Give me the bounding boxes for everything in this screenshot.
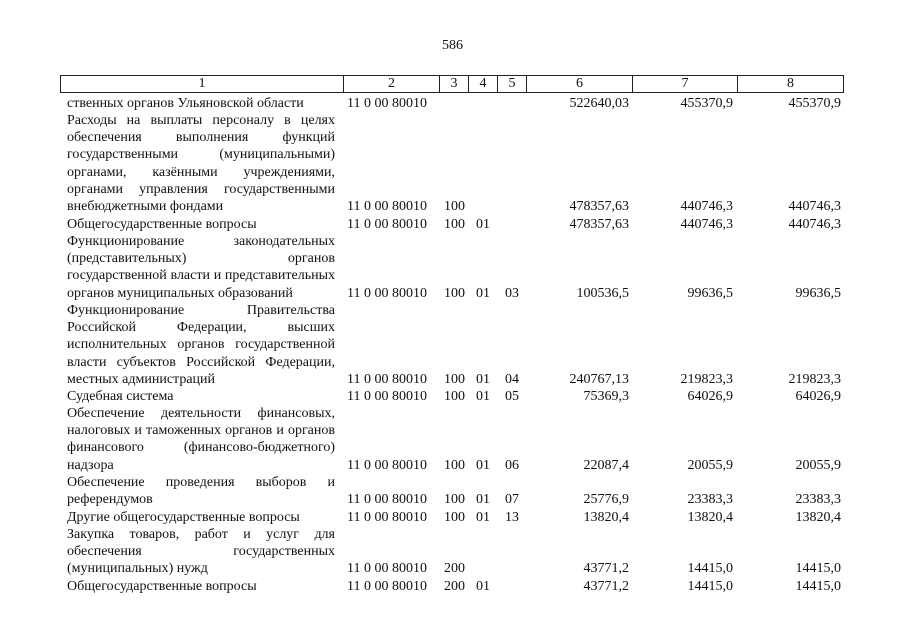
row-expense-type: 100 [444, 457, 465, 473]
header-cell-8: 8 [787, 76, 794, 91]
row-value-col6: 43771,2 [583, 578, 629, 594]
row-section: 01 [476, 371, 490, 387]
row-section: 01 [476, 285, 490, 301]
row-subsection: 13 [505, 509, 519, 525]
row-code: 11 0 00 80010 [347, 371, 427, 387]
row-expense-type: 100 [444, 285, 465, 301]
row-subsection: 03 [505, 285, 519, 301]
row-value-col6: 13820,4 [583, 509, 629, 525]
page-number: 586 [442, 38, 463, 53]
row-value-col7: 23383,3 [687, 492, 733, 508]
table-row [0, 388, 905, 405]
row-expense-type: 100 [444, 492, 465, 508]
row-value-col7: 219823,3 [680, 371, 733, 387]
header-cell-6: 6 [527, 76, 633, 92]
row-section: 01 [476, 388, 490, 404]
row-description: Расходы на выплаты персоналу в целях обеспечения выполнения функций государственными (муниципальными) органами, казёнными учреждениями, органами управления государственными внебюджетными фондами [67, 113, 335, 215]
row-section: 01 [476, 578, 490, 594]
row-code: 11 0 00 80010 [347, 95, 427, 111]
row-expense-type: 100 [444, 388, 465, 404]
row-value-col8: 440746,3 [788, 198, 841, 214]
row-code: 11 0 00 80010 [347, 216, 427, 232]
row-value-col8: 455370,9 [788, 95, 841, 111]
header-cell-7: 7 [633, 76, 738, 92]
table-row [0, 302, 905, 388]
row-value-col6: 240767,13 [569, 371, 629, 387]
table-row [0, 112, 905, 215]
row-expense-type: 100 [444, 198, 465, 214]
row-value-col6: 478357,63 [569, 216, 629, 232]
row-description: Общегосударственные вопросы [67, 579, 257, 594]
row-value-col7: 440746,3 [680, 216, 733, 232]
row-value-col7: 13820,4 [687, 509, 733, 525]
table-header [60, 75, 844, 93]
row-code: 11 0 00 80010 [347, 388, 427, 404]
row-value-col6: 478357,63 [569, 198, 629, 214]
row-subsection: 04 [505, 371, 519, 387]
row-value-col6: 22087,4 [583, 457, 629, 473]
row-section: 01 [476, 457, 490, 473]
row-description: Функционирование законодательных (представительных) органов государственной власти и представительных органов муниципальных образований [67, 234, 335, 301]
row-section: 01 [476, 492, 490, 508]
row-value-col7: 14415,0 [687, 561, 733, 577]
row-value-col7: 20055,9 [687, 457, 733, 473]
row-code: 11 0 00 80010 [347, 198, 427, 214]
row-code: 11 0 00 80010 [347, 457, 427, 473]
row-value-col6: 43771,2 [583, 561, 629, 577]
row-value-col8: 20055,9 [795, 457, 841, 473]
row-description: Закупка товаров, работ и услуг для обеспечения государственных (муниципальных) нужд [67, 527, 335, 577]
row-value-col8: 14415,0 [795, 561, 841, 577]
row-expense-type: 200 [444, 578, 465, 594]
row-description: ственных органов Ульяновской области [67, 96, 304, 111]
row-value-col8: 219823,3 [788, 371, 841, 387]
row-code: 11 0 00 80010 [347, 509, 427, 525]
row-value-col6: 75369,3 [583, 388, 629, 404]
row-description: Судебная система [67, 389, 174, 404]
table-row [0, 474, 905, 508]
table-row [0, 95, 905, 112]
row-expense-type: 100 [444, 216, 465, 232]
row-description: Обеспечение деятельности финансовых, налоговых и таможенных органов и органов финансового (финансово-бюджетного) надзора [67, 406, 335, 473]
row-value-col8: 99636,5 [795, 285, 841, 301]
table-row [0, 509, 905, 526]
row-value-col8: 14415,0 [795, 578, 841, 594]
row-section: 01 [476, 509, 490, 525]
table-row [0, 405, 905, 474]
header-cell-2: 2 [344, 76, 440, 92]
row-value-col8: 23383,3 [795, 492, 841, 508]
row-section: 01 [476, 216, 490, 232]
table-row [0, 526, 905, 578]
row-value-col8: 64026,9 [795, 388, 841, 404]
row-description: Общегосударственные вопросы [67, 217, 257, 232]
header-cell-3: 3 [440, 76, 469, 92]
row-subsection: 06 [505, 457, 519, 473]
row-value-col7: 99636,5 [687, 285, 733, 301]
table-row [0, 216, 905, 233]
table-row [0, 233, 905, 302]
row-subsection: 05 [505, 388, 519, 404]
row-expense-type: 100 [444, 509, 465, 525]
header-cell-4: 4 [469, 76, 498, 92]
row-value-col7: 14415,0 [687, 578, 733, 594]
row-code: 11 0 00 80010 [347, 578, 427, 594]
header-cell-1: 1 [61, 76, 344, 92]
row-value-col8: 13820,4 [795, 509, 841, 525]
row-value-col7: 440746,3 [680, 198, 733, 214]
row-expense-type: 200 [444, 561, 465, 577]
row-description: Функционирование Правительства Российской Федерации, высших исполнительных органов государственной власти субъектов Российской Федерации, местных администраций [67, 303, 335, 387]
row-subsection: 07 [505, 492, 519, 508]
row-value-col8: 440746,3 [788, 216, 841, 232]
row-code: 11 0 00 80010 [347, 561, 427, 577]
row-expense-type: 100 [444, 371, 465, 387]
row-value-col6: 100536,5 [576, 285, 629, 301]
row-code: 11 0 00 80010 [347, 492, 427, 508]
row-description: Другие общегосударственные вопросы [67, 510, 300, 525]
row-value-col6: 522640,03 [569, 95, 629, 111]
row-value-col7: 455370,9 [680, 95, 733, 111]
table-row [0, 578, 905, 595]
row-value-col6: 25776,9 [583, 492, 629, 508]
row-description: Обеспечение проведения выборов и референдумов [67, 475, 335, 508]
header-cell-5: 5 [498, 76, 527, 92]
row-value-col7: 64026,9 [687, 388, 733, 404]
row-code: 11 0 00 80010 [347, 285, 427, 301]
